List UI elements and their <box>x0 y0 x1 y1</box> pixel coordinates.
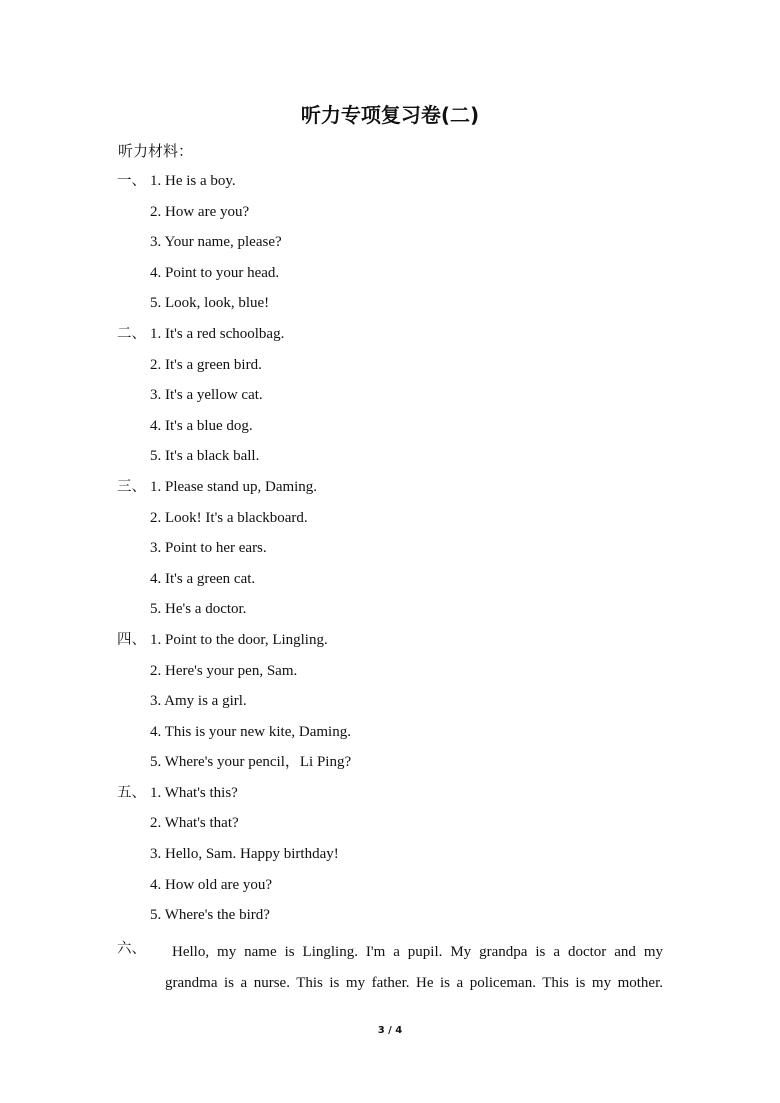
document-title: 听力专项复习卷(二) <box>300 103 480 127</box>
section-line <box>0 781 780 812</box>
script-item: 2. Here's your pen, Sam. <box>150 662 298 679</box>
section-line <box>0 842 780 873</box>
section-line <box>0 261 780 292</box>
section-line <box>0 689 780 720</box>
script-item: 1. Please stand up, Daming. <box>150 478 318 495</box>
script-item: 3. Amy is a girl. <box>150 693 247 710</box>
section-line <box>0 628 780 659</box>
script-item: 2. It's a green bird. <box>150 356 262 373</box>
script-item: 5. Where's the bird? <box>150 907 270 924</box>
section-line <box>0 567 780 598</box>
script-item: 4. It's a green cat. <box>150 570 256 587</box>
script-item: 4. It's a blue dog. <box>150 417 253 434</box>
passage-line-2: grandma is a nurse. This is my father. He is a policeman. This is my mother. <box>165 974 663 991</box>
section-line <box>0 750 780 781</box>
section-line <box>0 383 780 414</box>
section-line <box>0 903 780 934</box>
listening-script-list <box>0 169 780 934</box>
script-item: 1. He is a boy. <box>150 173 236 189</box>
section-line <box>0 200 780 231</box>
script-item: 2. How are you? <box>150 203 250 220</box>
section-marker: 六、 <box>117 941 146 957</box>
section-line <box>0 414 780 445</box>
section-line <box>0 169 780 200</box>
passage-text <box>165 937 663 998</box>
script-item: 3. Hello, Sam. Happy birthday! <box>150 846 339 863</box>
section-line <box>0 353 780 384</box>
section-line <box>0 444 780 475</box>
section-marker: 四、 <box>117 631 146 648</box>
section-marker: 一、 <box>117 173 146 189</box>
script-item: 3. Your name, please? <box>150 234 282 251</box>
section-marker: 二、 <box>117 325 146 342</box>
page-number: 3 / 4 <box>377 1025 403 1036</box>
section-line <box>0 322 780 353</box>
section-line <box>0 720 780 751</box>
section-line <box>0 506 780 537</box>
script-item: 1. Point to the door, Lingling. <box>150 631 328 648</box>
section-line <box>0 230 780 261</box>
script-item: 5. It's a black ball. <box>150 448 260 465</box>
script-item: 4. How old are you? <box>150 876 273 893</box>
section-line <box>0 597 780 628</box>
script-item: 4. This is your new kite, Daming. <box>150 723 351 740</box>
section-line <box>0 536 780 567</box>
section-line <box>0 811 780 842</box>
passage-line-1: Hello, my name is Lingling. I'm a pupil. My grandpa is a doctor and my <box>172 944 663 960</box>
document-subtitle: 听力材料： <box>118 142 194 160</box>
script-item: 4. Point to your head. <box>150 264 280 281</box>
section-marker: 五、 <box>117 784 146 801</box>
section-line <box>0 873 780 904</box>
script-item: 3. It's a yellow cat. <box>150 387 263 404</box>
section-line <box>0 659 780 690</box>
script-item: 2. What's that? <box>150 815 239 832</box>
section-line <box>0 291 780 322</box>
script-item: 5. Look, look, blue! <box>150 295 270 312</box>
script-item: 2. Look! It's a blackboard. <box>150 509 308 526</box>
section-marker: 三、 <box>117 478 146 495</box>
script-item: 3. Point to her ears. <box>150 540 267 557</box>
script-item: 1. What's this? <box>150 784 238 801</box>
script-item: 5. He's a doctor. <box>150 601 247 618</box>
script-item: 1. It's a red schoolbag. <box>150 325 285 342</box>
script-item: 5. Where's your pencil，Li Ping? <box>150 754 352 771</box>
section-line <box>0 475 780 506</box>
